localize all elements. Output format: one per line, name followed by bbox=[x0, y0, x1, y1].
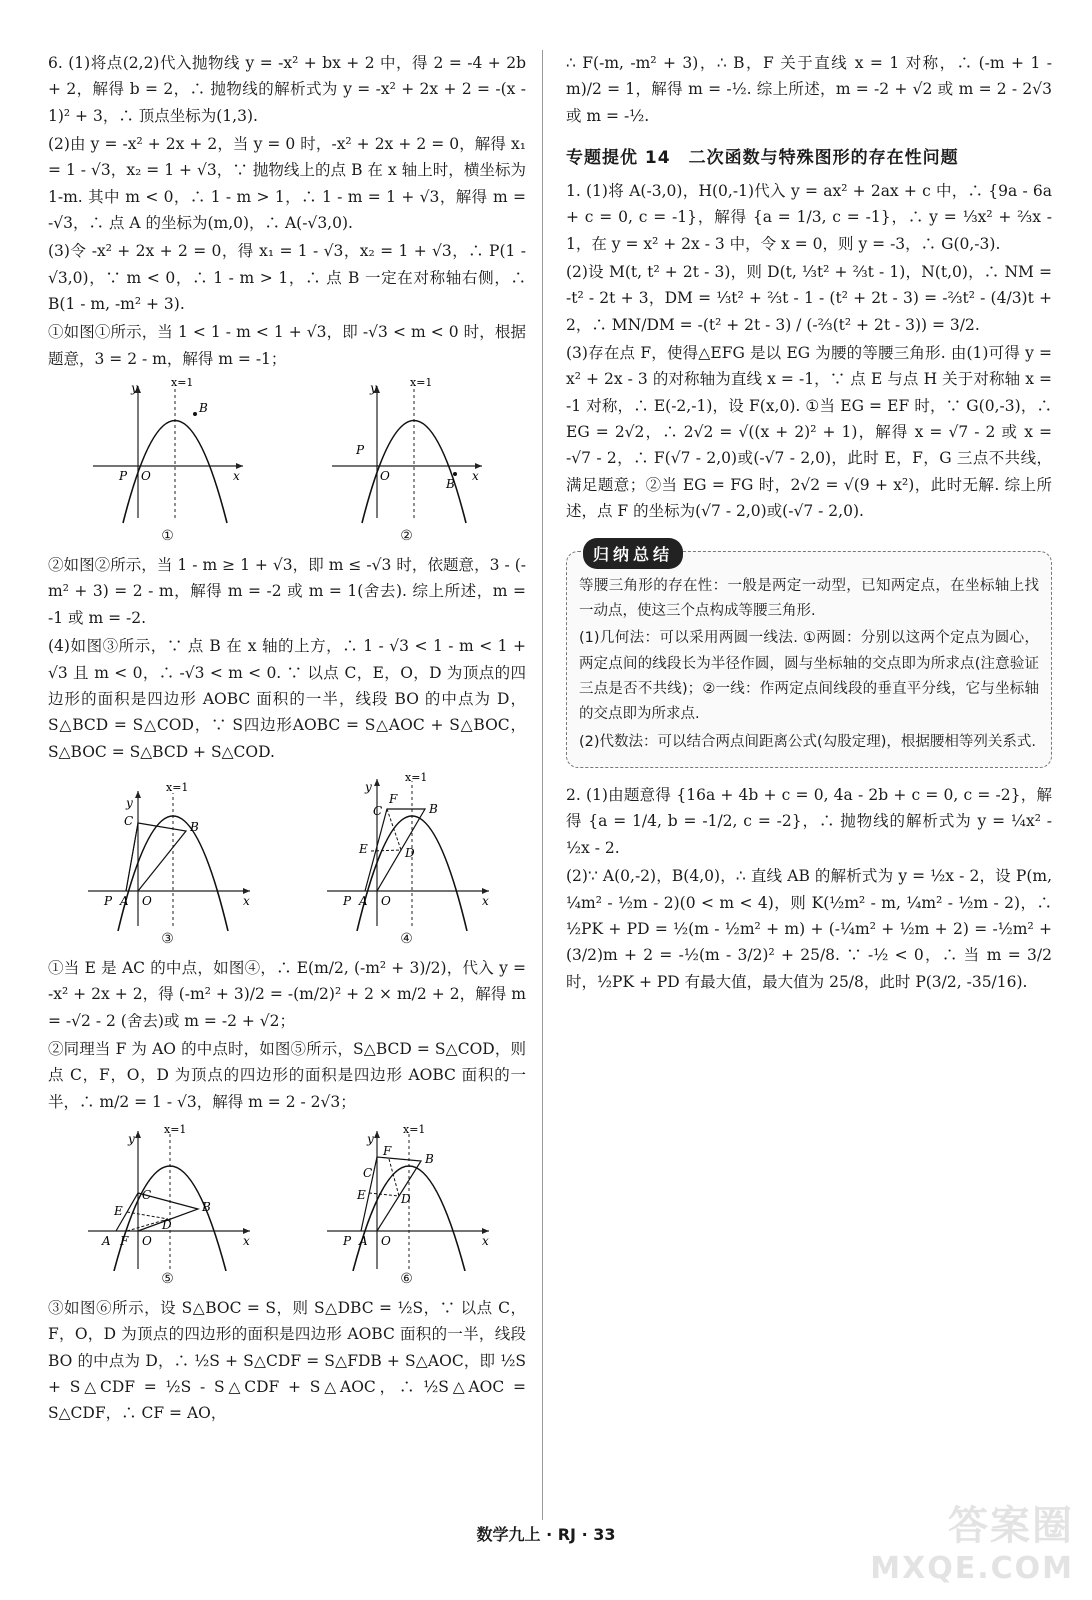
q6-part3-case1: ①如图①所示，当 1 < 1 - m < 1 + √3，即 -√3 < m < 0 时，根据题意，3 = 2 - m，解得 m = -1； bbox=[48, 323, 526, 368]
section-title: 专题提优 14 二次函数与特殊图形的存在性问题 bbox=[566, 148, 959, 169]
svg-text:x=1: x=1 bbox=[402, 1122, 425, 1136]
q6-part4-case3: ③如图⑥所示，设 S△BOC = S，则 S△DBC = ½S，∵ 以点 C，F，O，D 为顶点的四边形的面积是四边形 AOBC 面积的一半，线段 BO 的中点为 D，∴ ½S + S△CDF = S△FDB + S△AOC，即 ½S + S△CDF = ½S - S△CDF + S△AOC，∴ ½S△AOC = S△CDF，∴ CF = AO， bbox=[48, 1298, 526, 1423]
svg-text:A: A bbox=[119, 893, 129, 908]
svg-text:x=1: x=1 bbox=[409, 378, 432, 390]
figure-6-graph bbox=[317, 1121, 497, 1271]
svg-text:P: P bbox=[103, 893, 112, 908]
svg-text:C: C bbox=[362, 1165, 372, 1180]
svg-text:E: E bbox=[356, 1187, 366, 1202]
svg-text:x: x bbox=[481, 1233, 489, 1248]
svg-text:B: B bbox=[424, 1151, 434, 1166]
q1-part2: (2)设 M(t, t² + 2t - 3)，则 D(t, ⅓t² + ⅔t - 1)，N(t,0)，∴ NM = -t² - 2t + 3，DM = ⅓t² + ⅔t - 1 - (t² + 2t - 3) = -⅔t² - (4/3)t + 2，∴ MN/DM = -(t² + 2t - 3) / (-⅔(t² + 2t - 3)) = 3/2. bbox=[566, 263, 1052, 334]
svg-text:P: P bbox=[342, 1233, 351, 1248]
svg-text:y: y bbox=[364, 779, 372, 794]
summary-box bbox=[566, 544, 1052, 769]
svg-text:O: O bbox=[379, 469, 390, 484]
svg-text:A: A bbox=[101, 1233, 111, 1248]
figure-3-caption: ③ bbox=[161, 930, 174, 947]
summary-geometric-method: (1)几何法：可以采用两圆一线法. ①两圆：分别以这两个定点为圆心，两定点间的线段长为半径作圆，圆与坐标轴的交点即为所求点(注意验证三点是否不共线)；②一线：作两定点间线段的垂直平分线，它与坐标轴的交点即为所求点. bbox=[579, 630, 1039, 723]
figure-2 bbox=[322, 378, 492, 544]
figure-6-caption: ⑥ bbox=[400, 1270, 413, 1287]
q6-part3-case2: ②如图②所示，当 1 - m ≥ 1 + √3，即 m ≤ -√3 时，依题意，3 - (-m² + 3) = 2 - m，解得 m = -2 或 m = 1(舍去). 综上所述，m = -1 或 m = -2. bbox=[48, 556, 526, 627]
svg-text:x: x bbox=[232, 469, 240, 484]
svg-text:C: C bbox=[141, 1187, 151, 1202]
svg-text:B: B bbox=[198, 401, 208, 416]
q6-part4-case2: ②同理当 F 为 AO 的中点时，如图⑤所示，S△BCD = S△COD，则点 C，F，O，D 为顶点的四边形的面积是四边形 AOBC 面积的一半，∴ m/2 = 1 - √3，解得 m = 2 - 2√3； bbox=[48, 1039, 526, 1111]
figure-4-caption: ④ bbox=[400, 930, 413, 947]
right-column bbox=[566, 50, 1052, 997]
q6-part3: (3)令 -x² + 2x + 2 = 0，得 x₁ = 1 - √3，x₂ = 1 + √3，∴ P(1 - √3,0)，∵ m < 0，∴ 1 - m > 1，∴ 点 B 一定在对称轴右侧，∴ B(1 - m, -m² + 3). bbox=[48, 242, 526, 314]
q6-part2: (2)由 y = -x² + 2x + 2，当 y = 0 时，-x² + 2x + 2 = 0，解得 x₁ = 1 - √3，x₂ = 1 + √3，∵ 抛物线上的点 B 在 x 轴上时，横坐标为 1-m. 其中 m < 0，∴ 1 - m > 1，∴ 1 - m = 1 + √3，解得 m = -√3，∴ 点 A 的坐标为(m,0)，∴ A(-√3,0). bbox=[48, 135, 526, 233]
figure-5-graph bbox=[78, 1121, 258, 1271]
watermark-logo-text: 答案圈 bbox=[948, 1503, 1074, 1549]
svg-text:F: F bbox=[119, 1233, 128, 1248]
figure-5-caption: ⑤ bbox=[161, 1270, 174, 1287]
svg-text:y: y bbox=[366, 1131, 374, 1146]
q2-part1: 2. (1)由题意得 {16a + 4b + c = 0, 4a - 2b + c = 0, c = -2}，解得 {a = 1/4, b = -1/2, c = -2}，∴ 抛物线的解析式为 y = ¼x² - ½x - 2. bbox=[566, 786, 1052, 857]
svg-text:C: C bbox=[372, 803, 382, 818]
figure-row-3-4 bbox=[48, 771, 526, 947]
column-divider bbox=[542, 50, 543, 1520]
svg-text:y: y bbox=[125, 795, 133, 810]
svg-text:D: D bbox=[400, 1191, 411, 1206]
figure-1 bbox=[83, 378, 253, 544]
svg-text:y: y bbox=[130, 381, 138, 396]
svg-text:x: x bbox=[481, 893, 489, 908]
summary-intro: 等腰三角形的存在性：一般是两定一动型，已知两定点，在坐标轴上找一动点，使这三个点构成等腰三角形. bbox=[579, 577, 1039, 619]
q6-part4-case3-continued: ∴ F(-m, -m² + 3)，∴ B，F 关于直线 x = 1 对称，∴ (-m + 1 - m)/2 = 1，解得 m = -½. 综上所述，m = -2 + √2 或 m = 2 - 2√3 或 m = -½. bbox=[566, 54, 1052, 125]
svg-text:C: C bbox=[123, 813, 133, 828]
svg-text:y: y bbox=[369, 381, 377, 396]
svg-text:F: F bbox=[388, 791, 397, 806]
svg-text:B: B bbox=[189, 819, 199, 834]
svg-text:x: x bbox=[242, 893, 250, 908]
figure-6 bbox=[317, 1121, 497, 1287]
figure-1-graph bbox=[83, 378, 253, 528]
svg-text:x=1: x=1 bbox=[170, 378, 193, 390]
svg-text:x: x bbox=[242, 1233, 250, 1248]
svg-text:P: P bbox=[355, 443, 364, 458]
figure-2-caption: ② bbox=[400, 528, 413, 545]
svg-text:y: y bbox=[127, 1131, 135, 1146]
figure-5 bbox=[78, 1121, 258, 1287]
svg-text:A: A bbox=[358, 893, 368, 908]
svg-text:x=1: x=1 bbox=[404, 770, 427, 784]
svg-text:x: x bbox=[471, 469, 479, 484]
svg-text:P: P bbox=[342, 893, 351, 908]
figure-1-caption: ① bbox=[161, 528, 174, 545]
q1-part1: 1. (1)将 A(-3,0)，H(0,-1)代入 y = ax² + 2ax + c 中，∴ {9a - 6a + c = 0, c = -1}，解得 {a = 1/3, c = -1}，∴ y = ⅓x² + ⅔x - 1，在 y = x² + 2x - 3 中，令 x = 0，则 y = -3，∴ G(0,-3). bbox=[566, 182, 1052, 253]
figure-3-graph bbox=[78, 771, 258, 931]
q2-part2: (2)∵ A(0,-2)，B(4,0)，∴ 直线 AB 的解析式为 y = ½x - 2，设 P(m, ¼m² - ½m - 2)(0 < m < 4)，则 K(½m² - m, ¼m² - ½m - 2)，∴ ½PK + PD = ½(m - ½m² + m) + (-¼m² + ½m + 2) = -½m² + (3/2)m + 2 = -½(m - 3/2)² + 25/8. ∵ -½ < 0，∴ 当 m = 3/2 时，½PK + PD 有最大值，最大值为 25/8，此时 P(3/2, -35/16). bbox=[566, 867, 1052, 991]
svg-text:D: D bbox=[404, 845, 415, 860]
svg-text:B: B bbox=[201, 1199, 211, 1214]
q6-part4: (4)如图③所示，∵ 点 B 在 x 轴的上方，∴ 1 - √3 < 1 - m < 1 + √3 且 m < 0，∴ -√3 < m < 0. ∵ 以点 C，E，O，D 为顶点的四边形的面积是四边形 AOBC 面积的一半，线段 BO 的中点为 D，S△BCD = S△COD，∵ S四边形AOBC = S△AOC + S△BOC，S△BOC = S△BCD + S△COD. bbox=[48, 637, 526, 761]
watermark bbox=[870, 1494, 1074, 1586]
figure-4 bbox=[317, 771, 497, 947]
page-footer: 数学九上 · RJ · 33 bbox=[476, 1525, 616, 1544]
figure-2-graph bbox=[322, 378, 492, 528]
svg-text:P: P bbox=[118, 469, 127, 484]
left-column bbox=[48, 50, 526, 1429]
svg-text:x=1: x=1 bbox=[163, 1122, 186, 1136]
figure-row-5-6 bbox=[48, 1121, 526, 1287]
q1-part3: (3)存在点 F，使得△EFG 是以 EG 为腰的等腰三角形. 由(1)可得 y = x² + 2x - 3 的对称轴为直线 x = -1，∵ 点 E 与点 H 关于对称轴 x = -1 对称，∴ E(-2,-1)，设 F(x,0). ①当 EG = EF 时，∵ G(0,-3)，∴ EG = 2√2，∴ 2√2 = √((x + 2)² + 1)，解得 x = √7 - 2 或 x = -√7 - 2，∴ F(√7 - 2,0)或(-√7 - 2,0)，此时 E，F，G 三点不共线，满足题意；②当 EG = FG 时，2√2 = √(9 + x²)，此时无解. 综上所述，点 F 的坐标为(√7 - 2,0)或(-√7 - 2,0). bbox=[566, 344, 1052, 521]
q6-part4-case1: ①当 E 是 AC 的中点，如图④，∴ E(m/2, (-m² + 3)/2)，代入 y = -x² + 2x + 2，得 (-m² + 3)/2 = -(m/2)² + 2 × m/2 + 2，解得 m = -√2 - 2 (舍去)或 m = -2 + √2； bbox=[48, 958, 526, 1030]
svg-text:E: E bbox=[113, 1203, 123, 1218]
q6-part1: 6. (1)将点(2,2)代入抛物线 y = -x² + bx + 2 中，得 2 = -4 + 2b + 2，解得 b = 2，∴ 抛物线的解析式为 y = -x² + 2x + 2 = -(x - 1)² + 3，∴ 顶点坐标为(1,3). bbox=[48, 54, 526, 125]
figure-row-1-2 bbox=[48, 378, 526, 544]
figure-3 bbox=[78, 771, 258, 947]
svg-text:O: O bbox=[380, 893, 391, 908]
figure-4-graph bbox=[317, 771, 497, 931]
svg-text:O: O bbox=[141, 1233, 152, 1248]
summary-algebraic-method: (2)代数法：可以结合两点间距离公式(勾股定理)，根据腰相等列关系式. bbox=[579, 733, 1036, 750]
svg-text:O: O bbox=[140, 469, 151, 484]
watermark-url: MXQE.COM bbox=[870, 1551, 1074, 1586]
svg-text:F: F bbox=[382, 1143, 391, 1158]
svg-text:B: B bbox=[445, 477, 455, 492]
summary-badge: 归纳总结 bbox=[583, 538, 683, 569]
svg-text:x=1: x=1 bbox=[165, 780, 188, 794]
svg-text:E: E bbox=[358, 841, 368, 856]
svg-text:B: B bbox=[428, 801, 438, 816]
svg-text:D: D bbox=[161, 1217, 172, 1232]
svg-text:O: O bbox=[141, 893, 152, 908]
svg-text:A: A bbox=[358, 1233, 368, 1248]
svg-text:O: O bbox=[380, 1233, 391, 1248]
